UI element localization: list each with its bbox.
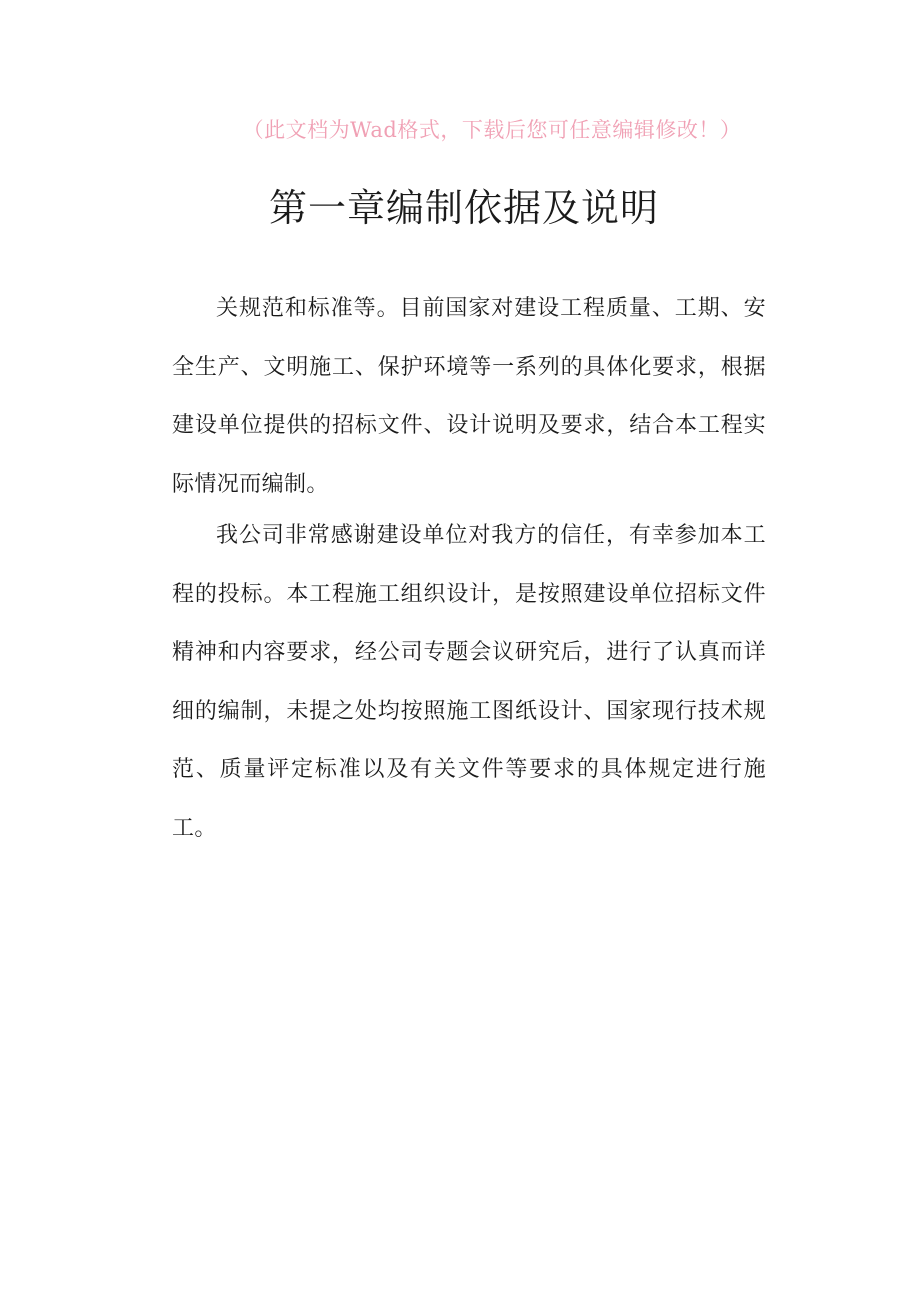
body-paragraph: 我公司非常感谢建设单位对我方的信任，有幸参加本工程的投标。本工程施工组织设计，是按照建设单位招标文件精神和内容要求，经公司专题会议研究后，进行了认真而详细的编制，未提之处均按照施工图纸设计、国家现行技术规范、质量评定标准以及有关文件等要求的具体规定进行施工。 [172,523,766,841]
edit-notice-text: （此文档为Wad格式，下载后您可任意编辑修改！） [242,118,742,142]
edit-notice [0,112,920,148]
chapter-title-text: 第一章编制依据及说明 [268,186,659,230]
body-paragraph: 关规范和标准等。目前国家对建设工程质量、工期、安全生产、文明施工、保护环境等一系列的具体化要求，根据建设单位提供的招标文件、设计说明及要求，结合本工程实际情况而编制。 [172,296,766,497]
chapter-title [0,180,920,236]
